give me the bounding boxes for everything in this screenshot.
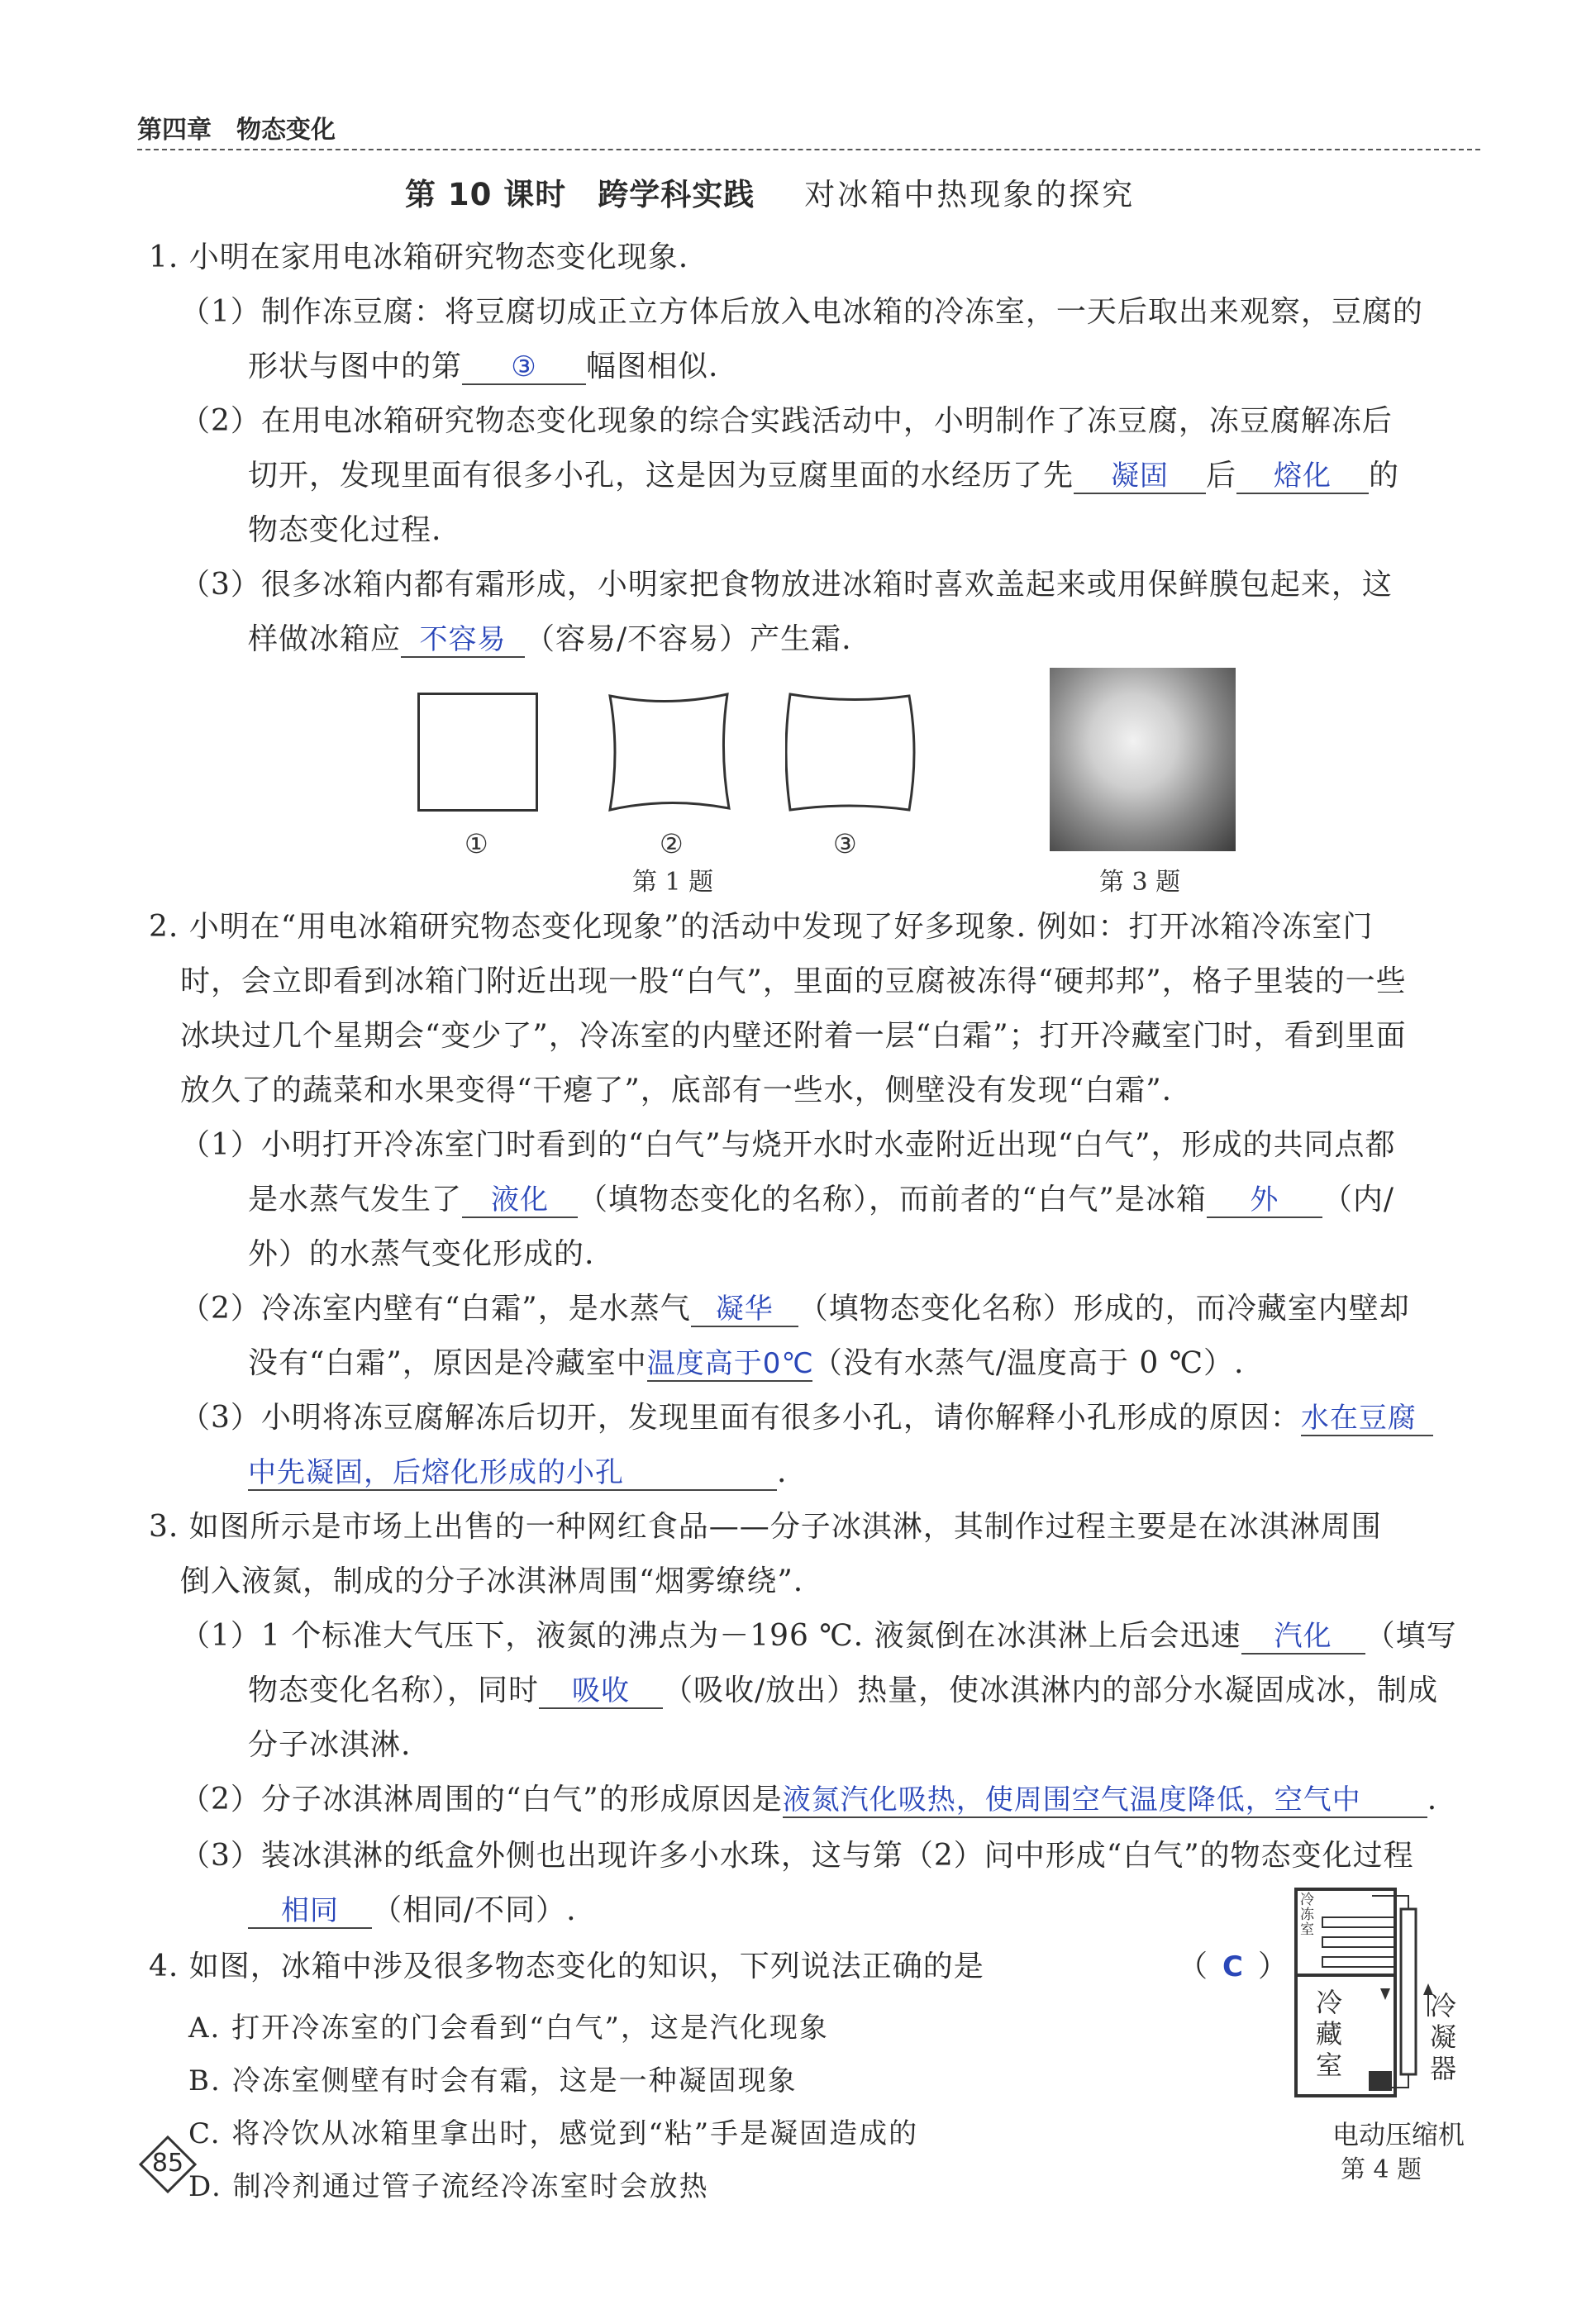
- q4-option-d: D. 制冷剂通过管子流经冷冻室时会放热: [188, 2170, 709, 2203]
- q2-p2-line1: [180, 1293, 1410, 1327]
- q1-p3-text-a: 样做冰箱应: [248, 622, 402, 656]
- q1-p1-text-b: 幅图相似.: [586, 350, 719, 383]
- fridge-refrigerator-label: 冷藏室: [1316, 1987, 1343, 2081]
- q3-p1-text-b: （填写: [1365, 1619, 1457, 1653]
- lesson-title-main: 第 10 课时 跨学科实践: [405, 177, 755, 212]
- q1-p2-answer1-blank: [1074, 459, 1206, 494]
- fridge-compressor-label: 电动压缩机: [1332, 2119, 1465, 2150]
- q3-line1: 3. 如图所示是市场上出售的一种网红食品——分子冰淇淋，其制作过程主要是在冰淇淋周围: [149, 1510, 1382, 1544]
- q2-p1-answer1-blank: [462, 1183, 578, 1218]
- q2-p1-text-b: （填物态变化的名称），而前者的“白气”是冰箱: [578, 1183, 1207, 1217]
- q1-p2-answer1: 凝固: [1111, 459, 1170, 493]
- q2-line2: 时，会立即看到冰箱门附近出现一股“白气”，里面的豆腐被冻得“硬邦邦”，格子里装的一些: [180, 964, 1407, 998]
- q1-p1-answer: ③: [511, 350, 537, 383]
- q2-p2-answer1: 凝华: [715, 1293, 774, 1326]
- tofu-figure-2: [603, 689, 736, 813]
- q2-p3-answer-a-blank: [1301, 1402, 1433, 1436]
- q2-line3: 冰块过几个星期会“变少了”，冷冻室的内壁还附着一层“白霜”；打开冷藏室门时，看到里面: [180, 1019, 1407, 1053]
- q2-line4: 放久了的蔬菜和水果变得“干瘪了”，底部有一些水，侧壁没有发现“白霜”.: [180, 1074, 1173, 1107]
- q2-p2-text-d: （没有水蒸气/温度高于 0 ℃）.: [812, 1346, 1245, 1380]
- figure-label-1: ①: [465, 828, 488, 859]
- q1-p3-line2: [248, 623, 852, 658]
- q2-p2-answer2: 温度高于0℃: [646, 1347, 814, 1380]
- tofu-figure-1: [417, 693, 538, 812]
- q1-p2-answer2-blank: [1236, 459, 1369, 494]
- q1-p1-line1: （1）制作冻豆腐：将豆腐切成正立方体后放入电冰箱的冷冻室，一天后取出来观察，豆腐的: [180, 295, 1423, 329]
- q3-p1-answer2-blank: [539, 1674, 663, 1709]
- q1-p2-line1: （2）在用电冰箱研究物态变化现象的综合实践活动中，小明制作了冻豆腐，冻豆腐解冻后: [180, 404, 1393, 438]
- q2-p1-answer1: 液化: [491, 1183, 550, 1217]
- q3-p1-text-d: （吸收/放出）热量，使冰淇淋内的部分水凝固成冰，制成: [663, 1674, 1439, 1707]
- q4-stem: 4. 如图，冰箱中涉及很多物态变化的知识，下列说法正确的是: [149, 1950, 984, 1983]
- figure-caption-q1: 第 1 题: [632, 868, 714, 897]
- q2-p1-line3: 外）的水蒸气变化形成的.: [248, 1237, 595, 1271]
- q3-p2-end: .: [1427, 1783, 1438, 1816]
- q2-p2-text-a: （2）冷冻室内壁有“白霜”，是水蒸气: [180, 1292, 691, 1326]
- q2-p1-text-a: 是水蒸气发生了: [248, 1183, 463, 1217]
- fridge-freezer-label: 冷冻室: [1300, 1892, 1314, 1938]
- q3-p2-answer: 液氮汽化吸热，使周围空气温度降低，空气中: [782, 1783, 1361, 1816]
- q1-p1-line2: [248, 350, 718, 385]
- q2-p1-line2: [248, 1183, 1394, 1218]
- q2-p3-text-a: （3）小明将冻豆腐解冻后切开，发现里面有很多小孔，请你解释小孔形成的原因：: [180, 1401, 1301, 1435]
- q4-option-a: A. 打开冷冻室的门会看到“白气”，这是汽化现象: [188, 2012, 829, 2045]
- q3-p1-text-c: 物态变化名称），同时: [248, 1674, 540, 1707]
- chapter-header: 第四章 物态变化: [137, 116, 336, 145]
- q4-option-b: B. 冷冻室侧壁有时会有霜，这是一种凝固现象: [188, 2064, 798, 2097]
- fridge-condenser-label: 冷凝器: [1430, 1990, 1457, 2084]
- q3-p3-line1: （3）装冰淇淋的纸盒外侧也出现许多小水珠，这与第（2）问中形成“白气”的物态变化过程: [180, 1839, 1414, 1873]
- figure-label-2: ②: [660, 828, 684, 859]
- q3-p2-answer-blank: [783, 1783, 1427, 1818]
- q1-p2-answer2: 熔化: [1274, 459, 1332, 493]
- q2-p1-line1: （1）小明打开冷冻室门时看到的“白气”与烧开水时水壶附近出现“白气”，形成的共同点都: [180, 1128, 1396, 1162]
- q3-p1-line2: [248, 1674, 1438, 1709]
- q4-paren-right: ）: [1258, 1950, 1289, 1983]
- q3-p1-text-a: （1）1 个标准大气压下，液氮的沸点为－196 ℃. 液氮倒在冰淇淋上后会迅速: [180, 1619, 1241, 1653]
- q4-paren-left: （: [1178, 1950, 1209, 1983]
- q2-p1-answer2: 外: [1250, 1183, 1279, 1217]
- q1-p1-text-a: 形状与图中的第: [248, 350, 463, 383]
- ice-cream-photo: [1050, 668, 1236, 851]
- q1-p2-line3: 物态变化过程.: [248, 513, 442, 547]
- q1-p3-text-b: （容易/不容易）产生霜.: [525, 622, 852, 656]
- q3-p3-text-b: （相同/不同）.: [372, 1893, 577, 1927]
- q2-p3-line1: [180, 1402, 1433, 1436]
- header-divider: [137, 149, 1480, 150]
- q3-p3-answer: 相同: [281, 1894, 339, 1927]
- q1-p2-line2: [248, 459, 1399, 494]
- q3-p1-line1: [180, 1620, 1457, 1655]
- q2-p1-text-c: （内/: [1322, 1183, 1394, 1217]
- q3-p1-answer1: 汽化: [1274, 1620, 1332, 1653]
- q2-p3-answer-b: 中先凝固，后熔化形成的小孔: [248, 1456, 624, 1489]
- q3-p1-line3: 分子冰淇淋.: [248, 1728, 412, 1762]
- q4-answer-parens: [1178, 1950, 1289, 1983]
- figure-caption-q4: 第 4 题: [1341, 2155, 1422, 2184]
- q3-p2-line1: [180, 1783, 1437, 1818]
- figure-label-3: ③: [833, 828, 857, 859]
- q2-p3-answer-a: 水在豆腐: [1300, 1402, 1417, 1435]
- q1-p2-text-b: 后: [1206, 459, 1237, 493]
- q1-p1-answer-blank: [462, 350, 586, 385]
- lesson-title: [405, 169, 1135, 214]
- tofu-figure-3: [785, 689, 917, 813]
- q2-p3-end: .: [777, 1455, 788, 1489]
- q4-answer: C: [1222, 1950, 1244, 1983]
- q3-p1-answer1-blank: [1241, 1620, 1365, 1655]
- q1-p2-text-c: 的: [1369, 459, 1400, 493]
- q1-p3-answer: 不容易: [419, 623, 507, 656]
- q2-p3-answer-b-blank: [248, 1456, 777, 1491]
- q1-p3-answer-blank: [401, 623, 525, 658]
- q2-line1: 2. 小明在“用电冰箱研究物态变化现象”的活动中发现了好多现象. 例如：打开冰箱冷冻室门: [149, 910, 1374, 944]
- q1-stem: 1. 小明在家用电冰箱研究物态变化现象.: [149, 240, 689, 274]
- q4-option-c: C. 将冷饮从冰箱里拿出时，感觉到“粘”手是凝固造成的: [188, 2117, 919, 2150]
- q2-p1-answer2-blank: [1207, 1183, 1322, 1218]
- figure-caption-q3: 第 3 题: [1099, 868, 1181, 897]
- q3-line2: 倒入液氮，制成的分子冰淇淋周围“烟雾缭绕”.: [180, 1564, 804, 1598]
- q2-p2-answer2-blank: [647, 1347, 812, 1382]
- q2-p2-text-c: 没有“白霜”，原因是冷藏室中: [248, 1346, 647, 1380]
- q3-p2-text-a: （2）分子冰淇淋周围的“白气”的形成原因是: [180, 1783, 783, 1816]
- lesson-title-sub: 对冰箱中热现象的探究: [804, 177, 1136, 212]
- q1-p2-text-a: 切开，发现里面有很多小孔，这是因为豆腐里面的水经历了先: [248, 459, 1074, 493]
- page-number: 85: [151, 2149, 184, 2178]
- q2-p2-line2: [248, 1347, 1244, 1382]
- q2-p2-answer1-blank: [691, 1293, 798, 1327]
- q1-p3-line1: （3）很多冰箱内都有霜形成，小明家把食物放进冰箱时喜欢盖起来或用保鲜膜包起来，这: [180, 568, 1393, 602]
- q3-p1-answer2: 吸收: [572, 1674, 631, 1707]
- q2-p3-line2: [248, 1456, 787, 1491]
- q3-p3-line2: [248, 1894, 577, 1929]
- q2-p2-text-b: （填物态变化名称）形成的，而冷藏室内壁却: [798, 1292, 1410, 1326]
- q3-p3-answer-blank: [248, 1894, 372, 1929]
